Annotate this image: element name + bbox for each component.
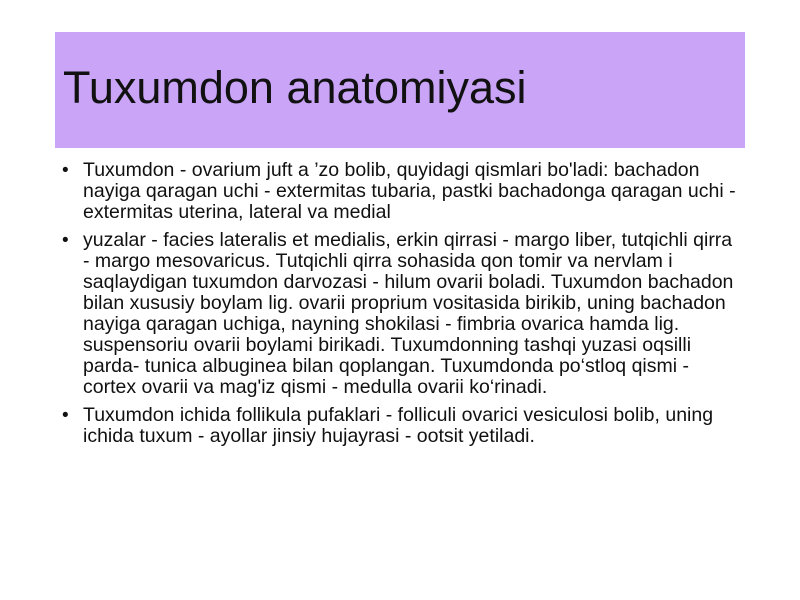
title-band — [55, 32, 745, 148]
bullet-dot: • — [62, 405, 69, 426]
bullet-dot: • — [62, 160, 69, 181]
bullet-text: yuzalar - facies lateralis et medialis, erkin qirrasi - margo liber, tutqichli qirra - margo mesovaricus. Tutqichli qirra sohasida qon tomir va nervlam i saqlaydigan tuxumdon darvozasi - hilum ovarii boladi. Tuxumdon bachadon bilan xususiy boylam lig. ovarii proprium vositasida birikib, uning bachadon nayiga qaragan uchiga, nayning shokilasi - fimbria ovarica hamda lig. suspensoriu ovarii boylami birikadi. Tuxumdonning tashqi yuzasi oqsilli parda- tunica albuginea bilan qoplangan. Tuxumdonda po‘stloq qismi - cortex ovarii va mag'iz qismi - medulla ovarii ko‘rinadi. — [83, 229, 734, 398]
bullet-text: Tuxumdon ichida follikula pufaklari - folliculi ovarici vesiculosi bolib, uning ichida tuxum - ayollar jinsiy hujayrasi - ootsit yetiladi. — [83, 404, 714, 447]
bullet-item — [62, 405, 737, 447]
bullet-list — [62, 160, 737, 454]
bullet-dot: • — [62, 230, 69, 251]
bullet-item — [62, 160, 737, 223]
bullet-text: Tuxumdon - ovarium juft a ’zo bolib, quyidagi qismlari bo'ladi: bachadon nayiga qaragan uchi - extermitas tubaria, pastki bachadonga qaragan uchi - extermitas uterina, lateral va medial — [83, 159, 736, 223]
bullet-item — [62, 230, 737, 398]
slide-title: Tuxumdon anatomiyasi — [63, 62, 527, 113]
